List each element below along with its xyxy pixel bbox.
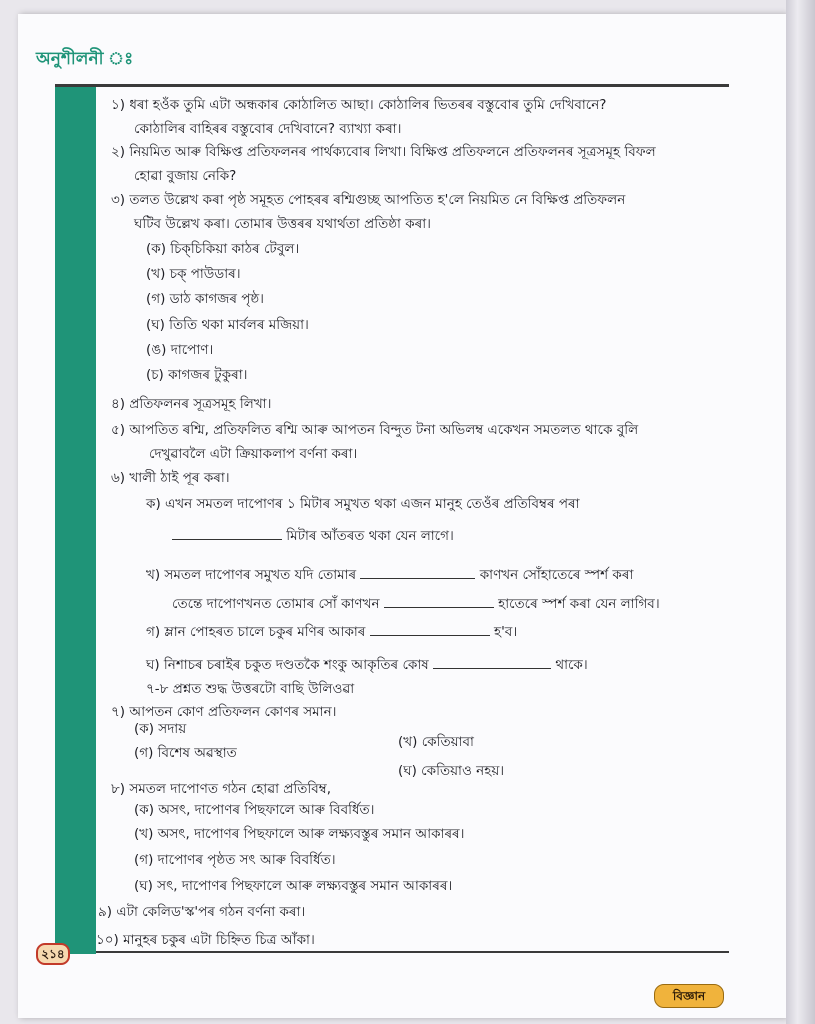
fill-blank-a-line-2 <box>172 527 454 545</box>
option-item: (গ) ডাঠ কাগজৰ পৃষ্ঠ। <box>146 291 264 307</box>
question-4: ৪) প্ৰতিফলনৰ সূত্ৰসমূহ লিখা। <box>111 396 272 412</box>
option-item: (চ) কাগজৰ টুকুৰা। <box>146 367 248 383</box>
question-6: ৬) খালী ঠাই পূৰ কৰা। <box>111 470 230 486</box>
question-5-line-1: ৫) আপতিত ৰশ্মি, প্ৰতিফলিত ৰশ্মি আৰু আপতন বিন্দুত টনা অভিলম্ব একেখন সমতলত থাকে বুলি <box>111 422 639 438</box>
answer-blank[interactable] <box>370 623 490 636</box>
option-item: (ঘ) সৎ, দাপোণৰ পিছফালে আৰু লক্ষ্যবস্তুৰ সমান আকাৰৰ। <box>134 878 453 894</box>
option-ka: (ক) সদায় <box>134 721 187 737</box>
answer-blank[interactable] <box>384 595 494 608</box>
fill-blank-c-text-1: গ) ম্লান পোহৰত চালে চকুৰ মণিৰ আকাৰ <box>146 624 366 640</box>
question-2-line-1: ২) নিয়মিত আৰু বিক্ষিপ্ত প্ৰতিফলনৰ পাৰ্থক্যবোৰ লিখা। বিক্ষিপ্ত প্ৰতিফলনে প্ৰতিফলনৰ সূত্ৰসমূহ বিফল <box>111 144 656 160</box>
page-edge <box>786 0 815 1024</box>
fill-blank-b-line-2 <box>172 595 660 613</box>
option-kha: (খ) কেতিয়াবা <box>398 734 474 750</box>
question-2-line-2: হোৱা বুজায় নেকি? <box>134 168 237 184</box>
top-rule <box>55 84 729 87</box>
option-item: (খ) চক্ পাউডাৰ। <box>146 266 241 282</box>
fill-blank-d-text-2: থাকে। <box>555 657 588 673</box>
answer-blank[interactable] <box>433 656 551 669</box>
question-1-line-2: কোঠালিৰ বাহিৰৰ বস্তুবোৰ দেখিবানে? ব্যাখ্যা কৰা। <box>134 121 402 137</box>
exercise-heading: অনুশীলনী ঃ <box>36 49 134 69</box>
option-gha: (ঘ) কেতিয়াও নহয়। <box>398 763 505 779</box>
fill-blank-c-text-2: হ'ব। <box>494 624 518 640</box>
fill-blank-b-text-3: তেন্তে দাপোণখনত তোমাৰ সোঁ কাণখন <box>172 596 380 612</box>
fill-blank-a-line-1: ক) এখন সমতল দাপোণৰ ১ মিটাৰ সমুখত থকা এজন মানুহ তেওঁৰ প্ৰতিবিম্বৰ পৰা <box>146 496 580 512</box>
question-7: ৭) আপতন কোণ প্ৰতিফলন কোণৰ সমান। <box>111 704 337 720</box>
question-10: ১০) মানুহৰ চকুৰ এটা চিহ্নিত চিত্ৰ আঁকা। <box>96 932 315 948</box>
answer-blank[interactable] <box>360 566 475 579</box>
fill-blank-d <box>146 656 588 674</box>
question-9: ৯) এটা কেলিড'স্ক'পৰ গঠন বৰ্ণনা কৰা। <box>98 904 306 920</box>
book-name-tag: বিজ্ঞান <box>654 984 724 1008</box>
option-item: (ঘ) তিতি থকা মাৰ্বলৰ মজিয়া। <box>146 317 309 333</box>
fill-blank-b-text-4: হাতেৰে স্পৰ্শ কৰা যেন লাগিব। <box>498 596 660 612</box>
fill-blank-b-text-1: খ) সমতল দাপোণৰ সমুখত যদি তোমাৰ <box>146 567 357 583</box>
fill-blank-c <box>146 623 517 641</box>
option-item: (ঙ) দাপোণ। <box>146 342 214 358</box>
option-item: (ক) চিক্‌চিকিয়া কাঠৰ টেবুল। <box>146 241 300 257</box>
question-3-line-1: ৩) তলত উল্লেখ কৰা পৃষ্ঠ সমূহত পোহৰৰ ৰশ্মিগুচ্ছ আপতিত হ'লে নিয়মিত নে বিক্ষিপ্ত প্ৰতিফলন <box>111 192 626 208</box>
fill-blank-a-text: মিটাৰ আঁতৰত থকা যেন লাগে। <box>286 528 454 544</box>
mcq-instruction: ৭-৮ প্ৰশ্নত শুদ্ধ উত্তৰটো বাছি উলিওৱা <box>146 681 355 697</box>
page-number-badge: ২১৪ <box>36 943 70 965</box>
option-item: (খ) অসৎ, দাপোণৰ পিছফালে আৰু লক্ষ্যবস্তুৰ সমান আকাৰৰ। <box>134 826 465 842</box>
question-8: ৮) সমতল দাপোণত গঠন হোৱা প্ৰতিবিম্ব, <box>111 781 331 797</box>
question-3-line-2: ঘটিব উল্লেখ কৰা। তোমাৰ উত্তৰৰ যথাৰ্থতা প্ৰতিষ্ঠা কৰা। <box>134 216 432 232</box>
option-item: (গ) দাপোণৰ পৃষ্ঠত সৎ আৰু বিবৰ্ধিত। <box>134 852 336 868</box>
option-ga: (গ) বিশেষ অৱস্থাত <box>134 745 237 761</box>
exercise-side-bar <box>55 84 96 954</box>
answer-blank[interactable] <box>172 527 282 540</box>
fill-blank-d-text-1: ঘ) নিশাচৰ চৰাইৰ চকুত দণ্ডতকৈ শংকু আকৃতিৰ কোষ <box>146 657 429 673</box>
fill-blank-b-text-2: কাণখন সোঁহাতেৰে স্পৰ্শ কৰা <box>479 567 634 583</box>
option-item: (ক) অসৎ, দাপোণৰ পিছফালে আৰু বিবৰ্ধিত। <box>134 802 375 818</box>
fill-blank-b-line-1 <box>146 566 633 584</box>
bottom-rule <box>96 951 729 953</box>
question-5-line-2: দেখুৱাবলৈ এটা ক্ৰিয়াকলাপ বৰ্ণনা কৰা। <box>149 446 358 462</box>
question-1-line-1: ১) ধৰা হওঁক তুমি এটা অন্ধকাৰ কোঠালিত আছা। কোঠালিৰ ভিতৰৰ বস্তুবোৰ তুমি দেখিবানে? <box>111 97 607 113</box>
